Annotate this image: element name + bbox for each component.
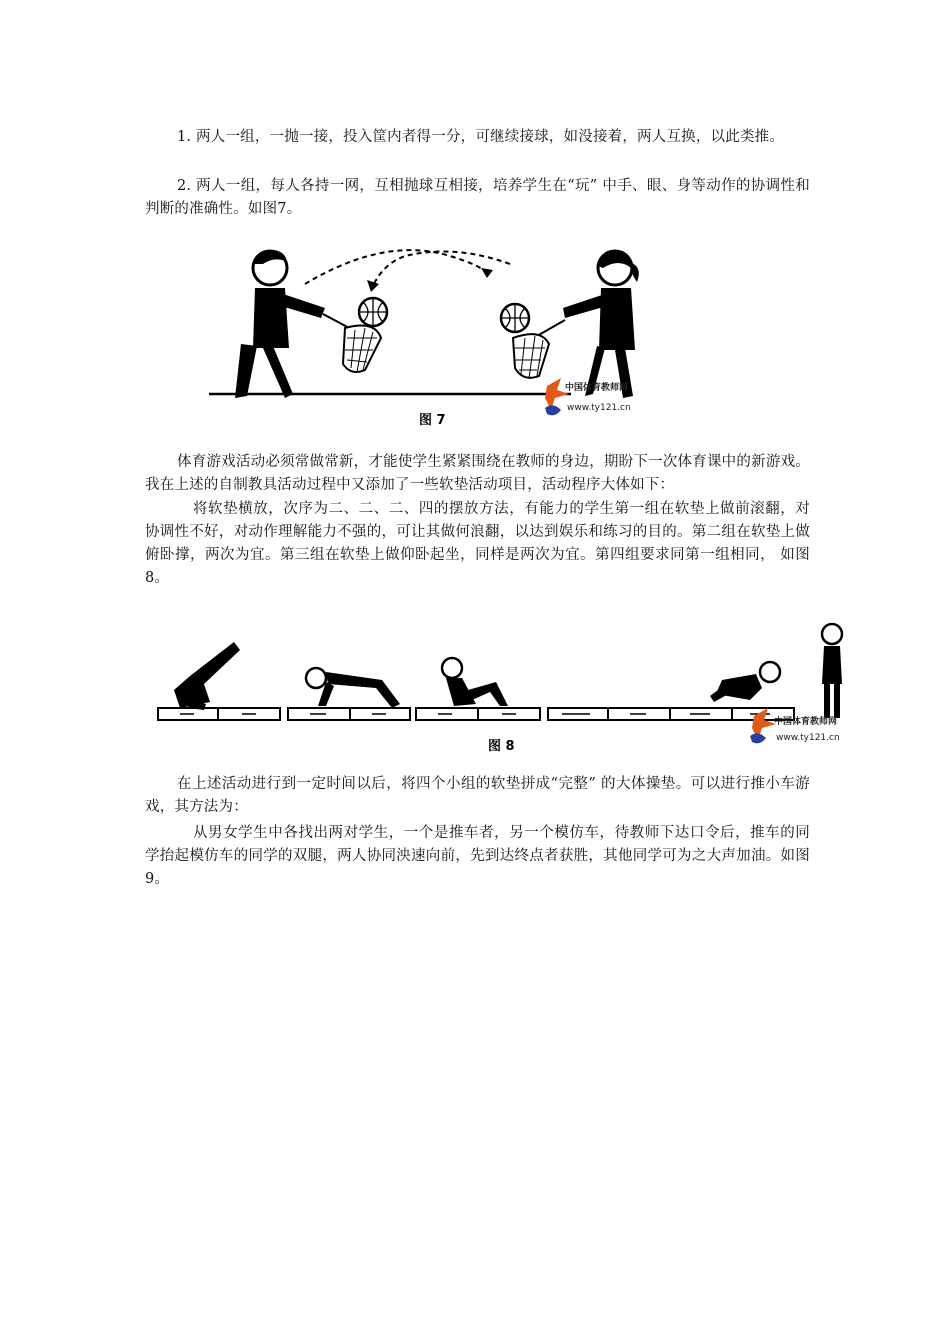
push-up-figure (306, 668, 400, 708)
watermark-url: www.ty121.cn (776, 733, 840, 743)
paragraph-combine-mats: 在上述活动进行到一定时间以后，将四个小组的软垫拼成“完整” 的大体操垫。可以进行推小车游戏，其方法为： (145, 776, 810, 815)
throw-arc-right (305, 250, 487, 284)
boy-figure (235, 250, 325, 398)
figure-8-caption: 图 8 (488, 739, 515, 754)
figure-7-illustration (205, 238, 675, 438)
throw-arc-left (373, 252, 510, 287)
right-net (513, 334, 549, 378)
standing-figure (822, 624, 842, 718)
watermark-url: www.ty121.cn (567, 403, 631, 413)
figure-7-caption: 图 7 (419, 413, 446, 428)
watermark-site-name: 中国体育教师网 (774, 717, 838, 727)
backward-roll-figure (710, 662, 780, 702)
paragraph-wheelbarrow-game: 从男女学生中各找出两对学生，一个是推车者，另一个模仿车，待教师下达口令后，推车的同学抬起模仿车的同学的双腿，两人协同泱速向前，先到达终点者获胜，其他同学可为之大声加油。如图9。 (145, 825, 810, 887)
left-net (343, 326, 381, 372)
paragraph-mat-groups: 将软垫横放，次序为二、二、二、四的摆放方法，有能力的学生第一组在软垫上做前滚翻，对协调性不好，对动作理解能力不强的，可让其做何浪翻，以达到娱乐和练习的目的。第二组在软垫上做俯卧撑，两次为宜。第三组在软垫上做仰卧起坐，同样是两次为宜。第四组要求同第一组相同， 如图8。 (145, 501, 810, 586)
figure-8-illustration (150, 620, 860, 758)
sit-up-figure (442, 658, 508, 706)
paragraph-intro-mats: 体育游戏活动必须常做常新，才能使学生紧紧围绕在教师的身边，期盼下一次体育课中的新游戏。我在上述的自制教具活动过程中又添加了一些软垫活动项目，活动程序大体如下： (145, 454, 810, 493)
girl-figure (563, 250, 639, 398)
forward-roll-figure (174, 642, 240, 710)
paragraph-rule-1: 1. 两人一组，一抛一接，投入筐内者得一分，可继续接球，如没接着，两人互换，以此类推。 (177, 129, 785, 145)
paragraph-rule-2: 2. 两人一组，每人各持一网，互相抛球互相接，培养学生在“玩” 中手、眼、身等动作的协调性和判断的准确性。如图7。 (145, 178, 810, 217)
watermark-site-name: 中国体育教师网 (565, 383, 629, 393)
